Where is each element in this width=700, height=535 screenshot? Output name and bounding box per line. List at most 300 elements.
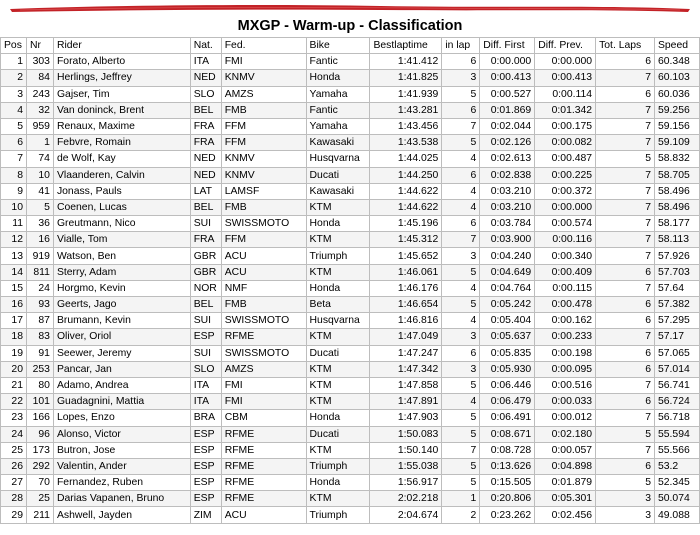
cell-diff-prev: 0:00.340 (535, 248, 596, 264)
cell-fed: FMI (221, 394, 306, 410)
col-header-in-lap: in lap (442, 38, 480, 54)
cell-fed: AMZS (221, 361, 306, 377)
cell-nat: ESP (190, 329, 221, 345)
cell-bestlaptime: 1:43.538 (370, 135, 442, 151)
cell-bike: Honda (306, 216, 370, 232)
cell-in-lap: 2 (442, 507, 480, 523)
cell-diff-prev: 0:00.372 (535, 183, 596, 199)
cell-tot-laps: 7 (596, 232, 655, 248)
cell-fed: KNMV (221, 151, 306, 167)
cell-rider: Sterry, Adam (53, 264, 190, 280)
cell-nr: 101 (26, 394, 53, 410)
cell-speed: 57.17 (654, 329, 699, 345)
table-row (1, 70, 700, 86)
cell-nat: NED (190, 70, 221, 86)
cell-in-lap: 6 (442, 102, 480, 118)
cell-speed: 58.177 (654, 216, 699, 232)
cell-rider: Butron, Jose (53, 442, 190, 458)
cell-diff-prev: 0:00.115 (535, 280, 596, 296)
cell-fed: RFME (221, 426, 306, 442)
cell-nat: FRA (190, 232, 221, 248)
cell-diff-prev: 0:00.162 (535, 313, 596, 329)
cell-fed: FMB (221, 297, 306, 313)
cell-tot-laps: 7 (596, 216, 655, 232)
cell-nat: LAT (190, 183, 221, 199)
cell-speed: 58.832 (654, 151, 699, 167)
cell-speed: 55.566 (654, 442, 699, 458)
cell-speed: 59.109 (654, 135, 699, 151)
cell-diff-first: 0:20.806 (480, 491, 535, 507)
cell-tot-laps: 7 (596, 377, 655, 393)
cell-bestlaptime: 1:44.622 (370, 183, 442, 199)
cell-bestlaptime: 1:41.825 (370, 70, 442, 86)
cell-nat: GBR (190, 248, 221, 264)
cell-diff-prev: 0:00.409 (535, 264, 596, 280)
cell-in-lap: 5 (442, 135, 480, 151)
cell-bestlaptime: 1:47.342 (370, 361, 442, 377)
cell-pos: 23 (1, 410, 27, 426)
cell-bike: KTM (306, 491, 370, 507)
cell-diff-first: 0:03.210 (480, 183, 535, 199)
cell-nat: ITA (190, 394, 221, 410)
cell-rider: Oliver, Oriol (53, 329, 190, 345)
cell-tot-laps: 6 (596, 458, 655, 474)
cell-bestlaptime: 1:43.456 (370, 118, 442, 134)
cell-bestlaptime: 1:41.939 (370, 86, 442, 102)
cell-fed: FMI (221, 377, 306, 393)
cell-bike: Honda (306, 70, 370, 86)
cell-pos: 27 (1, 475, 27, 491)
cell-tot-laps: 7 (596, 280, 655, 296)
cell-bike: Ducati (306, 426, 370, 442)
cell-nr: 811 (26, 264, 53, 280)
cell-nat: SUI (190, 345, 221, 361)
table-row (1, 151, 700, 167)
cell-bike: KTM (306, 361, 370, 377)
cell-rider: Vialle, Tom (53, 232, 190, 248)
cell-pos: 5 (1, 118, 27, 134)
cell-fed: KNMV (221, 167, 306, 183)
cell-bestlaptime: 1:41.412 (370, 54, 442, 70)
cell-tot-laps: 7 (596, 167, 655, 183)
cell-diff-first: 0:05.637 (480, 329, 535, 345)
table-row (1, 442, 700, 458)
cell-nr: 1 (26, 135, 53, 151)
table-row (1, 329, 700, 345)
cell-pos: 8 (1, 167, 27, 183)
cell-rider: Adamo, Andrea (53, 377, 190, 393)
cell-fed: AMZS (221, 86, 306, 102)
cell-diff-prev: 0:00.114 (535, 86, 596, 102)
cell-speed: 59.156 (654, 118, 699, 134)
cell-speed: 57.295 (654, 313, 699, 329)
cell-bike: Triumph (306, 458, 370, 474)
cell-in-lap: 5 (442, 297, 480, 313)
cell-rider: Watson, Ben (53, 248, 190, 264)
cell-nat: SUI (190, 216, 221, 232)
cell-nat: BEL (190, 102, 221, 118)
cell-diff-first: 0:00.527 (480, 86, 535, 102)
cell-nat: BRA (190, 410, 221, 426)
cell-fed: RFME (221, 329, 306, 345)
cell-bike: KTM (306, 329, 370, 345)
cell-rider: Darias Vapanen, Bruno (53, 491, 190, 507)
cell-nr: 959 (26, 118, 53, 134)
cell-rider: Febvre, Romain (53, 135, 190, 151)
cell-speed: 56.724 (654, 394, 699, 410)
table-row (1, 345, 700, 361)
cell-rider: Horgmo, Kevin (53, 280, 190, 296)
cell-bestlaptime: 1:50.083 (370, 426, 442, 442)
col-header-speed: Speed (654, 38, 699, 54)
cell-nr: 83 (26, 329, 53, 345)
cell-in-lap: 3 (442, 248, 480, 264)
cell-bestlaptime: 1:46.816 (370, 313, 442, 329)
cell-in-lap: 4 (442, 151, 480, 167)
cell-fed: KNMV (221, 70, 306, 86)
cell-tot-laps: 3 (596, 491, 655, 507)
cell-bike: KTM (306, 264, 370, 280)
cell-pos: 18 (1, 329, 27, 345)
cell-diff-first: 0:02.126 (480, 135, 535, 151)
cell-rider: Fernandez, Ruben (53, 475, 190, 491)
cell-bike: KTM (306, 394, 370, 410)
cell-diff-prev: 0:00.478 (535, 297, 596, 313)
table-row (1, 313, 700, 329)
cell-bestlaptime: 1:46.654 (370, 297, 442, 313)
cell-nat: FRA (190, 135, 221, 151)
cell-tot-laps: 5 (596, 475, 655, 491)
cell-nat: ITA (190, 377, 221, 393)
cell-speed: 52.345 (654, 475, 699, 491)
cell-pos: 21 (1, 377, 27, 393)
cell-pos: 17 (1, 313, 27, 329)
table-row (1, 167, 700, 183)
col-header-diff-first: Diff. First (480, 38, 535, 54)
cell-rider: Gajser, Tim (53, 86, 190, 102)
cell-tot-laps: 6 (596, 345, 655, 361)
cell-pos: 22 (1, 394, 27, 410)
cell-bestlaptime: 2:02.218 (370, 491, 442, 507)
cell-nat: ESP (190, 442, 221, 458)
cell-diff-prev: 0:00.413 (535, 70, 596, 86)
cell-fed: FFM (221, 135, 306, 151)
table-header-row (1, 38, 700, 54)
cell-speed: 57.065 (654, 345, 699, 361)
table-row (1, 264, 700, 280)
cell-speed: 60.348 (654, 54, 699, 70)
cell-pos: 1 (1, 54, 27, 70)
cell-diff-prev: 0:00.095 (535, 361, 596, 377)
cell-rider: Lopes, Enzo (53, 410, 190, 426)
cell-fed: FFM (221, 118, 306, 134)
cell-tot-laps: 6 (596, 54, 655, 70)
cell-diff-prev: 0:00.057 (535, 442, 596, 458)
cell-nr: 36 (26, 216, 53, 232)
cell-bike: Yamaha (306, 86, 370, 102)
table-row (1, 491, 700, 507)
cell-nat: NOR (190, 280, 221, 296)
cell-tot-laps: 7 (596, 118, 655, 134)
cell-speed: 55.594 (654, 426, 699, 442)
cell-diff-first: 0:15.505 (480, 475, 535, 491)
cell-pos: 3 (1, 86, 27, 102)
header-brush-stroke (0, 0, 700, 16)
cell-tot-laps: 7 (596, 102, 655, 118)
cell-diff-prev: 0:02.180 (535, 426, 596, 442)
table-row (1, 54, 700, 70)
cell-pos: 14 (1, 264, 27, 280)
cell-bestlaptime: 1:45.652 (370, 248, 442, 264)
cell-nat: GBR (190, 264, 221, 280)
cell-nr: 243 (26, 86, 53, 102)
cell-diff-first: 0:02.044 (480, 118, 535, 134)
cell-tot-laps: 7 (596, 183, 655, 199)
cell-nr: 16 (26, 232, 53, 248)
cell-pos: 26 (1, 458, 27, 474)
cell-diff-first: 0:06.446 (480, 377, 535, 393)
cell-speed: 58.496 (654, 199, 699, 215)
table-row (1, 394, 700, 410)
cell-fed: ACU (221, 507, 306, 523)
page-title: MXGP - Warm-up - Classification (237, 18, 463, 34)
cell-bestlaptime: 1:47.891 (370, 394, 442, 410)
cell-bestlaptime: 1:45.196 (370, 216, 442, 232)
cell-rider: Brumann, Kevin (53, 313, 190, 329)
cell-diff-prev: 0:00.033 (535, 394, 596, 410)
cell-nat: NED (190, 167, 221, 183)
cell-tot-laps: 6 (596, 394, 655, 410)
cell-bestlaptime: 1:46.061 (370, 264, 442, 280)
cell-nr: 91 (26, 345, 53, 361)
cell-diff-prev: 0:05.301 (535, 491, 596, 507)
cell-in-lap: 5 (442, 410, 480, 426)
table-row (1, 297, 700, 313)
cell-diff-first: 0:03.210 (480, 199, 535, 215)
cell-tot-laps: 7 (596, 329, 655, 345)
cell-in-lap: 5 (442, 264, 480, 280)
table-row (1, 232, 700, 248)
cell-bike: Honda (306, 475, 370, 491)
cell-bestlaptime: 1:44.250 (370, 167, 442, 183)
cell-fed: FMI (221, 54, 306, 70)
cell-rider: Ashwell, Jayden (53, 507, 190, 523)
table-row (1, 280, 700, 296)
cell-diff-first: 0:04.240 (480, 248, 535, 264)
cell-diff-prev: 0:00.198 (535, 345, 596, 361)
cell-pos: 10 (1, 199, 27, 215)
cell-in-lap: 1 (442, 491, 480, 507)
cell-rider: de Wolf, Kay (53, 151, 190, 167)
cell-nr: 166 (26, 410, 53, 426)
cell-rider: Coenen, Lucas (53, 199, 190, 215)
cell-pos: 29 (1, 507, 27, 523)
cell-tot-laps: 6 (596, 361, 655, 377)
cell-diff-prev: 0:00.116 (535, 232, 596, 248)
cell-diff-first: 0:05.242 (480, 297, 535, 313)
table-row (1, 361, 700, 377)
col-header-fed: Fed. (221, 38, 306, 54)
cell-nat: ESP (190, 475, 221, 491)
cell-nr: 87 (26, 313, 53, 329)
table-row (1, 216, 700, 232)
cell-rider: Guadagnini, Mattia (53, 394, 190, 410)
cell-bike: KTM (306, 377, 370, 393)
cell-bike: Husqvarna (306, 313, 370, 329)
cell-in-lap: 4 (442, 313, 480, 329)
cell-bestlaptime: 1:56.917 (370, 475, 442, 491)
cell-nr: 25 (26, 491, 53, 507)
cell-fed: RFME (221, 442, 306, 458)
table-row (1, 410, 700, 426)
cell-fed: SWISSMOTO (221, 345, 306, 361)
cell-bike: Yamaha (306, 118, 370, 134)
cell-bike: KTM (306, 199, 370, 215)
cell-pos: 12 (1, 232, 27, 248)
cell-diff-first: 0:04.764 (480, 280, 535, 296)
cell-tot-laps: 7 (596, 199, 655, 215)
cell-pos: 15 (1, 280, 27, 296)
cell-in-lap: 7 (442, 232, 480, 248)
table-row (1, 377, 700, 393)
cell-diff-first: 0:03.784 (480, 216, 535, 232)
table-row (1, 248, 700, 264)
cell-in-lap: 5 (442, 458, 480, 474)
cell-tot-laps: 6 (596, 297, 655, 313)
cell-speed: 56.718 (654, 410, 699, 426)
cell-nr: 80 (26, 377, 53, 393)
cell-nat: NED (190, 151, 221, 167)
col-header-pos: Pos (1, 38, 27, 54)
cell-nr: 96 (26, 426, 53, 442)
cell-bestlaptime: 2:04.674 (370, 507, 442, 523)
cell-nat: SUI (190, 313, 221, 329)
cell-nr: 70 (26, 475, 53, 491)
cell-nat: SLO (190, 86, 221, 102)
cell-diff-prev: 0:01.342 (535, 102, 596, 118)
table-row (1, 507, 700, 523)
col-header-nat: Nat. (190, 38, 221, 54)
cell-tot-laps: 5 (596, 426, 655, 442)
cell-in-lap: 3 (442, 70, 480, 86)
cell-tot-laps: 7 (596, 442, 655, 458)
cell-speed: 57.64 (654, 280, 699, 296)
cell-speed: 58.496 (654, 183, 699, 199)
cell-in-lap: 7 (442, 442, 480, 458)
cell-fed: LAMSF (221, 183, 306, 199)
col-header-rider: Rider (53, 38, 190, 54)
cell-diff-prev: 0:00.012 (535, 410, 596, 426)
cell-in-lap: 5 (442, 475, 480, 491)
cell-bestlaptime: 1:47.049 (370, 329, 442, 345)
cell-diff-prev: 0:00.000 (535, 199, 596, 215)
cell-bike: KTM (306, 232, 370, 248)
cell-rider: Forato, Alberto (53, 54, 190, 70)
cell-diff-first: 0:05.835 (480, 345, 535, 361)
cell-rider: Vlaanderen, Calvin (53, 167, 190, 183)
cell-nr: 41 (26, 183, 53, 199)
cell-tot-laps: 7 (596, 248, 655, 264)
cell-tot-laps: 6 (596, 264, 655, 280)
table-row (1, 86, 700, 102)
cell-bike: Kawasaki (306, 183, 370, 199)
cell-diff-prev: 0:00.516 (535, 377, 596, 393)
cell-pos: 28 (1, 491, 27, 507)
table-row (1, 135, 700, 151)
cell-rider: Renaux, Maxime (53, 118, 190, 134)
cell-in-lap: 4 (442, 183, 480, 199)
table-row (1, 475, 700, 491)
cell-speed: 60.103 (654, 70, 699, 86)
cell-bestlaptime: 1:44.622 (370, 199, 442, 215)
cell-nat: ZIM (190, 507, 221, 523)
cell-nr: 173 (26, 442, 53, 458)
cell-pos: 7 (1, 151, 27, 167)
table-row (1, 426, 700, 442)
cell-in-lap: 6 (442, 216, 480, 232)
cell-bike: Triumph (306, 507, 370, 523)
cell-nr: 32 (26, 102, 53, 118)
cell-diff-first: 0:00.413 (480, 70, 535, 86)
cell-bestlaptime: 1:47.903 (370, 410, 442, 426)
cell-tot-laps: 7 (596, 70, 655, 86)
cell-fed: SWISSMOTO (221, 216, 306, 232)
cell-nr: 10 (26, 167, 53, 183)
cell-diff-prev: 0:00.574 (535, 216, 596, 232)
cell-pos: 16 (1, 297, 27, 313)
cell-pos: 20 (1, 361, 27, 377)
cell-bestlaptime: 1:45.312 (370, 232, 442, 248)
cell-pos: 2 (1, 70, 27, 86)
col-header-bike: Bike (306, 38, 370, 54)
cell-in-lap: 4 (442, 280, 480, 296)
cell-bike: KTM (306, 442, 370, 458)
cell-nr: 24 (26, 280, 53, 296)
cell-speed: 56.741 (654, 377, 699, 393)
table-row (1, 118, 700, 134)
cell-nr: 303 (26, 54, 53, 70)
cell-speed: 50.074 (654, 491, 699, 507)
cell-diff-first: 0:23.262 (480, 507, 535, 523)
cell-in-lap: 7 (442, 118, 480, 134)
cell-fed: RFME (221, 458, 306, 474)
cell-bestlaptime: 1:47.247 (370, 345, 442, 361)
cell-nat: ESP (190, 491, 221, 507)
cell-speed: 58.113 (654, 232, 699, 248)
cell-tot-laps: 5 (596, 151, 655, 167)
cell-bestlaptime: 1:55.038 (370, 458, 442, 474)
cell-tot-laps: 7 (596, 410, 655, 426)
table-row (1, 183, 700, 199)
cell-rider: Greutmann, Nico (53, 216, 190, 232)
cell-tot-laps: 7 (596, 135, 655, 151)
cell-nr: 253 (26, 361, 53, 377)
cell-fed: SWISSMOTO (221, 313, 306, 329)
cell-in-lap: 3 (442, 329, 480, 345)
cell-diff-prev: 0:00.487 (535, 151, 596, 167)
cell-bestlaptime: 1:47.858 (370, 377, 442, 393)
cell-diff-first: 0:02.613 (480, 151, 535, 167)
cell-diff-first: 0:08.671 (480, 426, 535, 442)
cell-rider: Seewer, Jeremy (53, 345, 190, 361)
cell-diff-first: 0:01.869 (480, 102, 535, 118)
cell-nat: ESP (190, 426, 221, 442)
cell-speed: 58.705 (654, 167, 699, 183)
cell-in-lap: 5 (442, 86, 480, 102)
cell-diff-first: 0:04.649 (480, 264, 535, 280)
cell-in-lap: 4 (442, 394, 480, 410)
cell-pos: 24 (1, 426, 27, 442)
